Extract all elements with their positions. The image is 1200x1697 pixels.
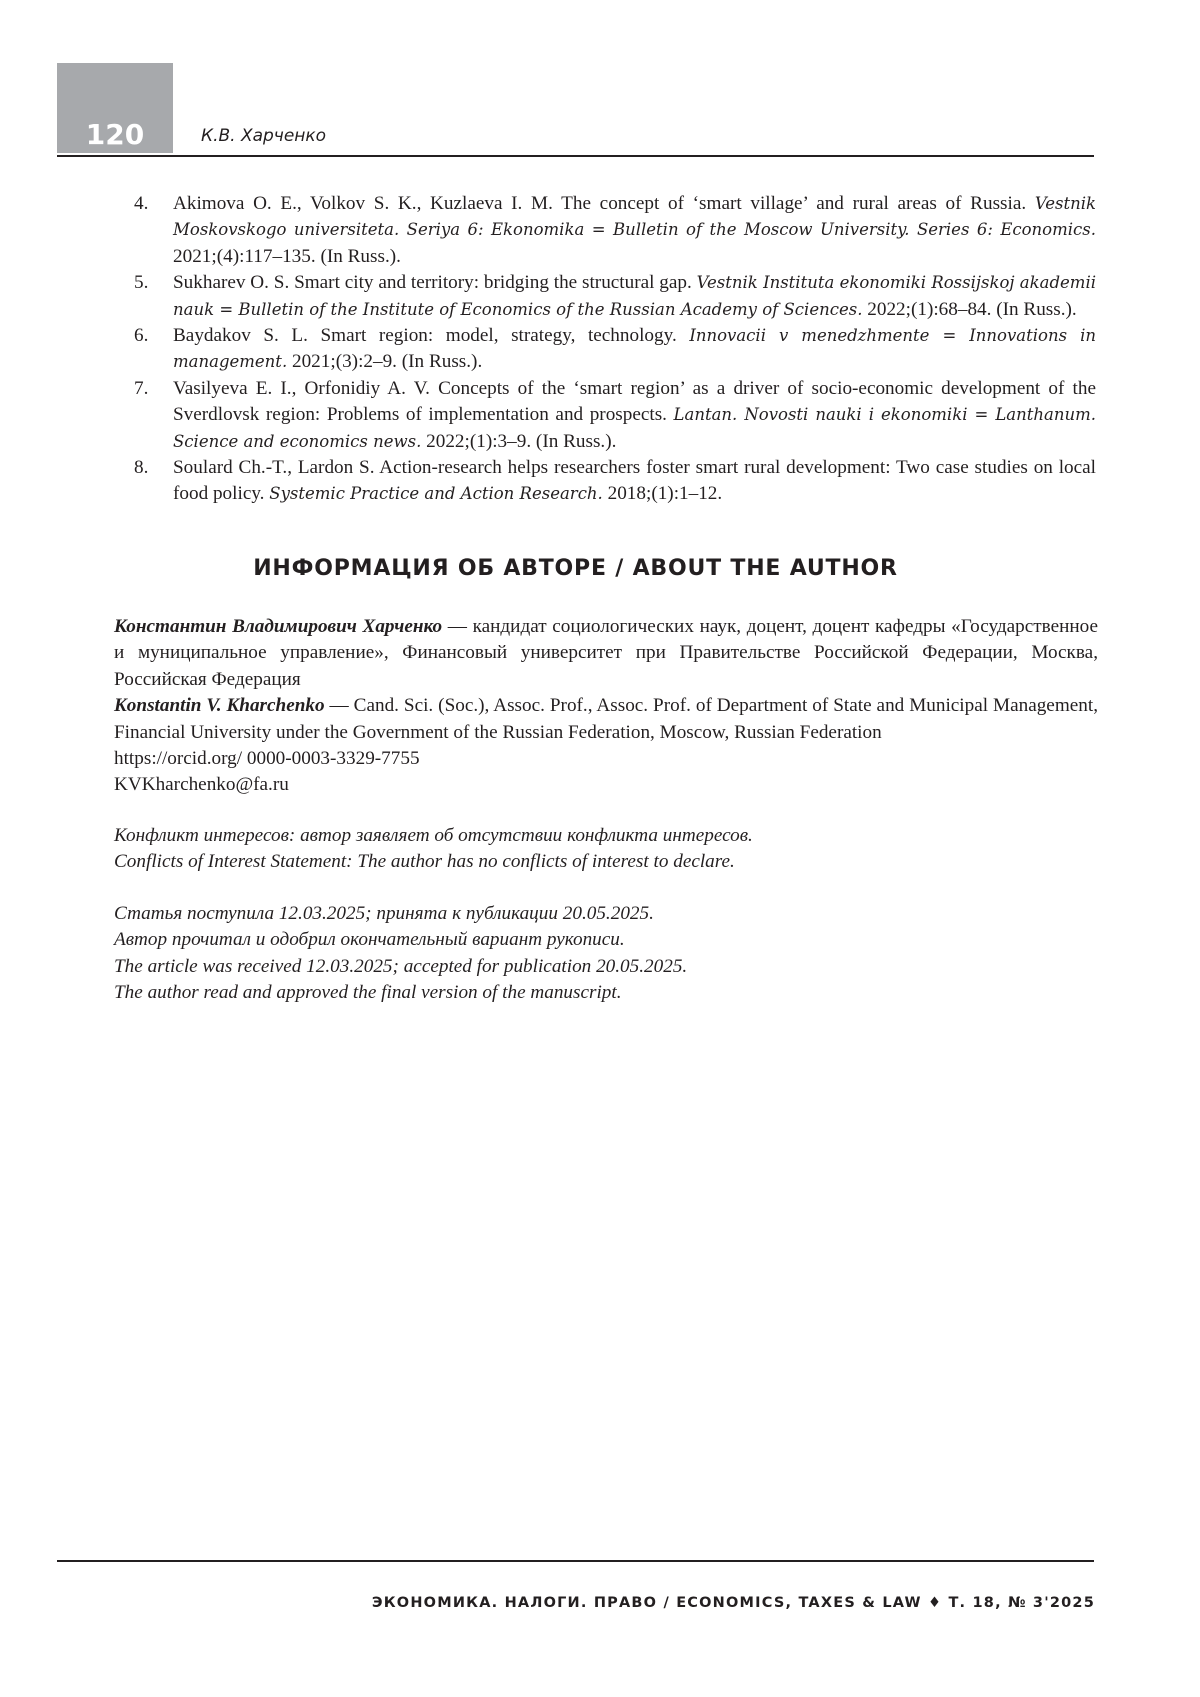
reference-source: Systemic Practice and Action Research.	[269, 484, 603, 504]
approved-ru: Автор прочитал и одобрил окончательный вариант рукописи.	[114, 929, 625, 951]
article-dates	[114, 901, 1098, 1007]
reference-text: Akimova O. E., Volkov S. K., Kuzlaeva I. M. The concept of ‘smart village’ and rural areas of Russia.	[173, 193, 1035, 214]
conflict-ru: Конфликт интересов: автор заявляет об отсутствии конфликта интересов.	[114, 825, 753, 846]
reference-number: 4.	[134, 193, 149, 214]
reference-item	[128, 323, 1096, 376]
reference-source: Lantan. Novosti nauki i ekonomiki = Lanthanum. Science and economics news.	[173, 405, 1096, 451]
reference-item	[128, 191, 1096, 270]
reference-item	[128, 376, 1096, 455]
page-number: 120	[85, 118, 145, 151]
reference-source: Innovacii v menedzhmente = Innovations in management.	[173, 326, 1096, 372]
reference-text: Vasilyeva E. I., Orfonidiy A. V. Concepts of the ‘smart region’ as a driver of socio-economic development of the Sverdlovsk region: Problems of implementation and prospects.	[173, 377, 1096, 426]
reference-number: 7.	[134, 377, 149, 399]
author-orcid-link[interactable]: https://orcid.org/ 0000-0003-3329-7755	[114, 748, 420, 770]
conflict-statement	[114, 823, 1098, 876]
journal-footer	[372, 1595, 1095, 1611]
reference-item	[128, 270, 1096, 323]
reference-number: 6.	[134, 325, 149, 347]
running-head-author: К.В. Харченко	[201, 126, 327, 146]
author-email-link[interactable]: KVKharchenko@fa.ru	[114, 774, 289, 796]
author-desc-ru: — кандидат социологических наук, доцент, доцент кафедры «Государственное и муниципальное управление», Финансовый университет при Правительстве Российской Федерации, Москва, Российская Федерация	[114, 616, 1098, 690]
footer-rule	[57, 1560, 1094, 1562]
author-desc-en: — Cand. Sci. (Soc.), Assoc. Prof., Assoc. Prof. of Department of State and Municipal Management, Financial University under the Government of the Russian Federation, Moscow, Russian Federation	[114, 695, 1098, 743]
author-info	[114, 614, 1098, 799]
reference-number: 5.	[134, 272, 149, 294]
reference-tail: 2022;(1):68–84. (In Russ.).	[862, 298, 1077, 320]
received-ru: Статья поступила 12.03.2025; принята к публикации 20.05.2025.	[114, 903, 654, 924]
conflict-en: Conflicts of Interest Statement: The author has no conflicts of interest to declare.	[114, 851, 735, 873]
reference-text: Sukharev O. S. Smart city and territory: bridging the structural gap.	[173, 272, 697, 294]
journal-issue: Т. 18, № 3'2025	[948, 1595, 1095, 1611]
reference-tail: 2021;(4):117–135. (In Russ.).	[173, 245, 401, 267]
author-name-ru: Константин Владимирович Харченко	[114, 616, 443, 637]
reference-text: Baydakov S. L. Smart region: model, strategy, technology.	[173, 325, 690, 347]
approved-en: The author read and approved the final version of the manuscript.	[114, 982, 622, 1004]
reference-source: Vestnik Instituta ekonomiki Rossijskoj akademii nauk = Bulletin of the Institute of Economics of the Russian Academy of Sciences.	[173, 273, 1096, 319]
author-name-en: Konstantin V. Kharchenko	[114, 695, 325, 717]
author-info-ru	[114, 614, 1098, 693]
author-info-en	[114, 693, 1098, 746]
about-author-heading: ИНФОРМАЦИЯ ОБ АВТОРЕ / ABOUT THE AUTHOR	[253, 556, 898, 581]
reference-number: 8.	[134, 457, 149, 479]
reference-item	[128, 455, 1096, 508]
reference-tail: 2021;(3):2–9. (In Russ.).	[287, 351, 483, 373]
header-rule	[57, 155, 1094, 157]
reference-source: Vestnik Moskovskogo universiteta. Seriya 6: Ekonomika = Bulletin of the Moscow University. Series 6: Economics.	[173, 194, 1096, 240]
reference-tail: 2022;(1):3–9. (In Russ.).	[421, 430, 617, 452]
reference-list	[128, 191, 1096, 508]
diamond-separator-icon: ♦	[927, 1595, 943, 1611]
reference-text: Soulard Ch.-T., Lardon S. Action-research helps researchers foster smart rural development: Two case studies on local food policy.	[173, 457, 1096, 505]
journal-title: ЭКОНОМИКА. НАЛОГИ. ПРАВО / ECONOMICS, TAXES & LAW	[371, 1595, 922, 1611]
reference-tail: 2018;(1):1–12.	[602, 483, 723, 505]
received-en: The article was received 12.03.2025; accepted for publication 20.05.2025.	[114, 955, 688, 977]
